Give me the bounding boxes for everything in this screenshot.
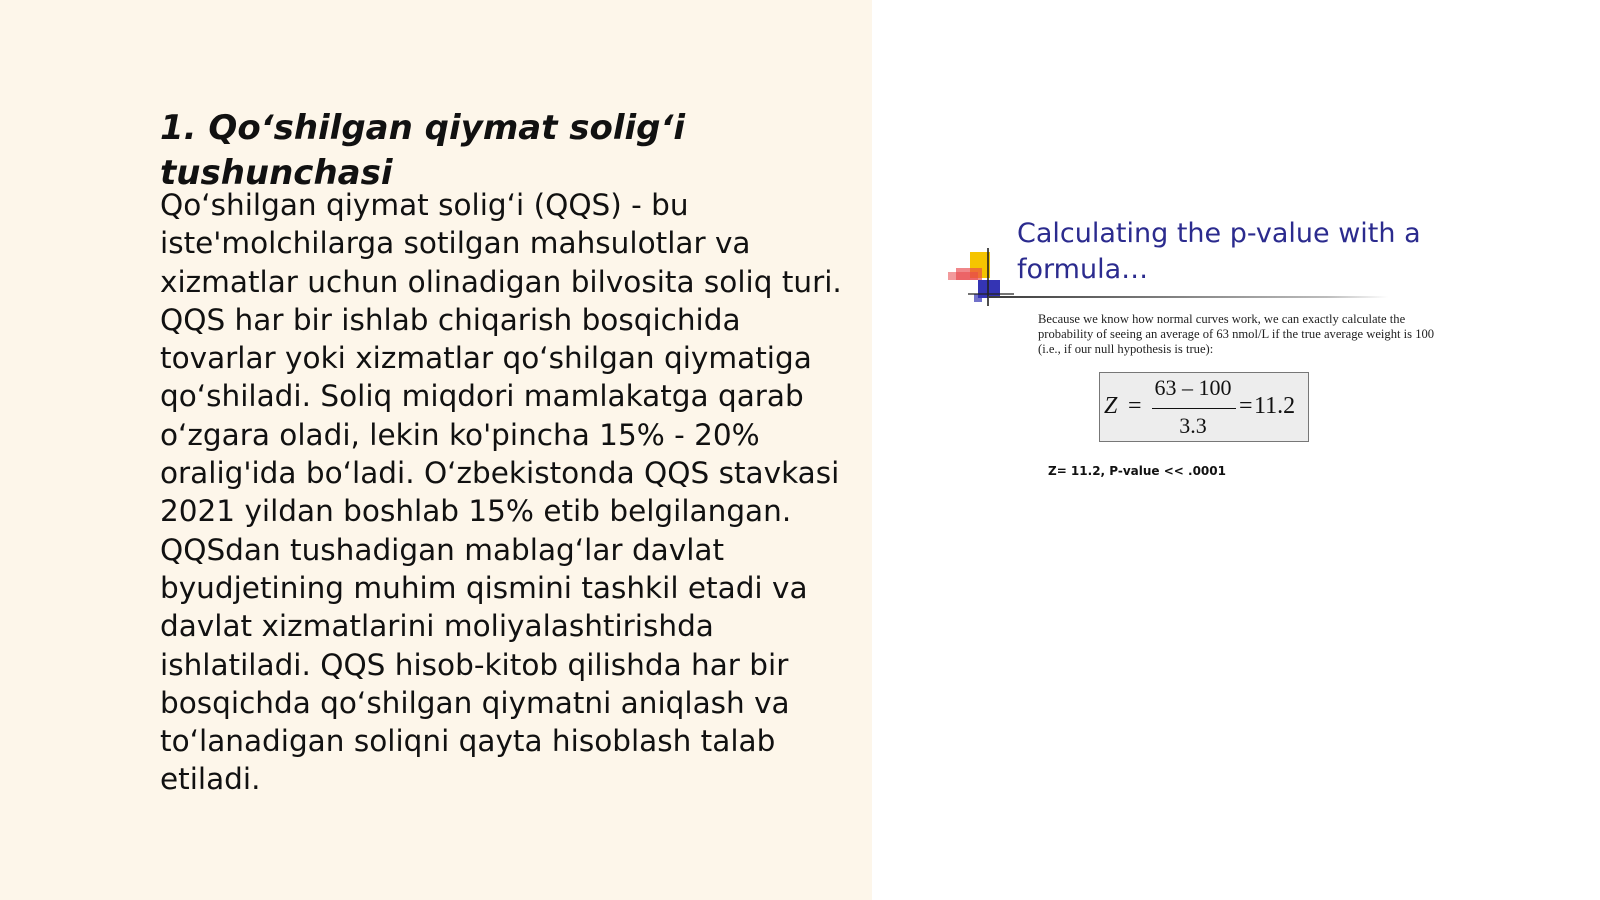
section-heading: 1. Qo‘shilgan qiymat solig‘i tushunchasi [160,108,686,193]
fraction-bar [1152,408,1236,409]
formula-result-equals-sign: = [1239,393,1253,419]
formula-result: 11.2 [1254,393,1296,419]
section-body-text: Qo‘shilgan qiymat solig‘i (QQS) - bu iste'molchilarga sotilgan mahsulotlar va xizmatlar uchun olinadigan bilvosita soliq turi. QQS har bir ishlab chiqarish bosqichida tovarlar yoki xizmatlar qo‘shilgan qiymatiga qo‘shiladi. Soliq miqdori mamlakatga qarab o‘zgara oladi, lekin ko'pincha 15% - 20% oralig'ida bo‘ladi. O‘zbekistonda QQS stavkasi 2021 yildan boshlab 15% etib belgilangan. QQSdan tushadigan mablag‘lar davlat byudjetining muhim qismini tashkil etadi va davlat xizmatlarini moliyalashtirishda ishlatiladi. QQS hisob-kitob qilishda har bir bosqichda qo‘shilgan qiymatni aniqlash va to‘lanadigan soliqni qayta hisoblash talab etiladi. [160,188,842,797]
decorative-squares-icon [948,210,1018,320]
formula-numerator: 63 – 100 [1154,375,1232,400]
embedded-slide-footer: Z= 11.2, P-value << .0001 [1048,464,1226,478]
embedded-slide-body: Because we know how normal curves work, we can exactly calculate the probability of seeing an average of 63 nmol/L if the true average weight is 100 (i.e., if our null hypothesis is true): [1038,312,1435,356]
title-divider [988,296,1388,298]
embedded-slide-title: Calculating the p-value with a formula… [1017,218,1421,285]
formula-equals-sign: = [1128,393,1142,419]
embedded-slide-image [948,210,1438,510]
z-score-formula-box [1099,372,1309,442]
formula-variable: Z [1104,393,1118,419]
formula-denominator: 3.3 [1179,413,1207,438]
